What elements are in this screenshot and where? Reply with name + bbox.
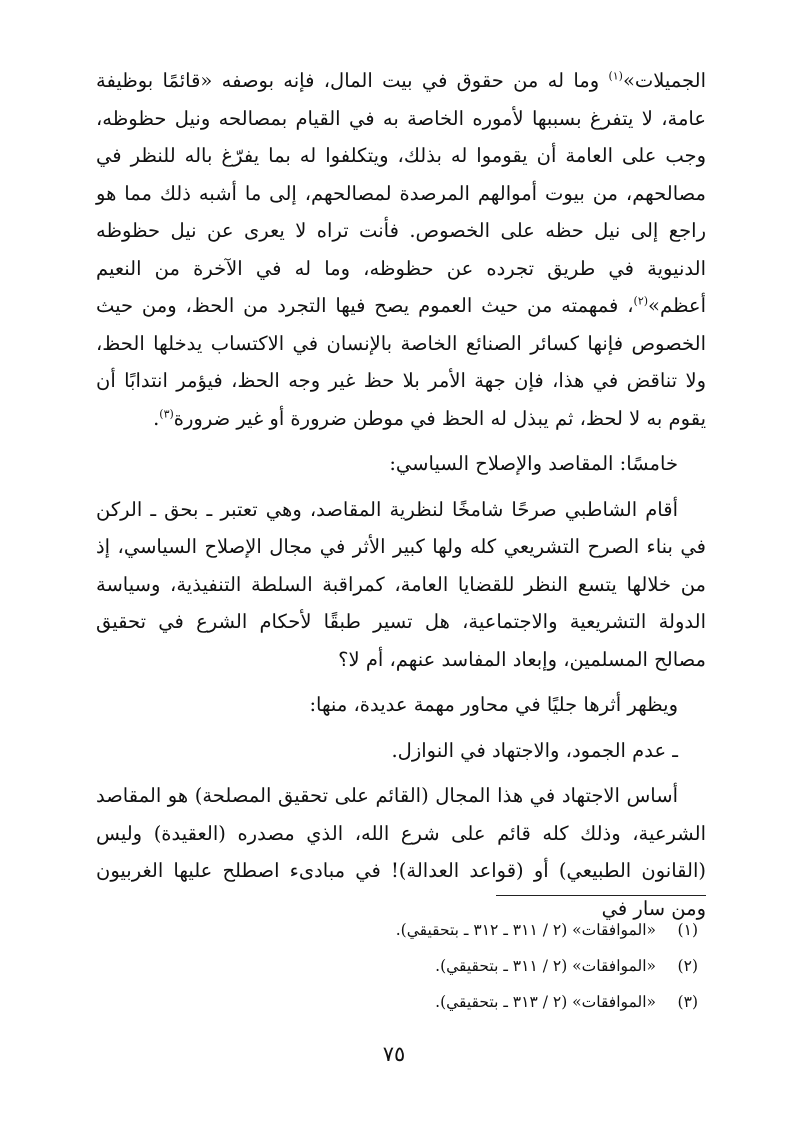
paragraph-1-text-c: ، فمهمته من حيث العموم يصح فيها التجرد من الحظ، ومن حيث الخصوص فإنها كسائر الصنائع الخاصة بالإنسان في الاكتساب يدخلها الحظ، ولا تناقض في هذا، فإن جهة الأمر بلا حظ غير وجه الحظ، فيؤمر انتدابًا أن يقوم به لا لحظ، ثم يبذل له الحظ في موطن ضرورة أو غير ضرورة — [96, 294, 706, 430]
footnote-number: (١) — [677, 921, 698, 939]
paragraph-2: أقام الشاطبي صرحًا شامخًا لنظرية المقاصد، وهي تعتبر ـ بحق ـ الركن في بناء الصرح التشريعي كله ولها كبير الأثر في مجال الإصلاح السياسي، إذ من خلالها يتسع النظر للقضايا العامة، كمراقبة السلطة التنفيذية، وسياسة الدولة التشريعية والاجتماعية، هل تسير طبقًا لأحكام الشرع في تحقيق مصالح المسلمين، وإبعاد المفاسد عنهم، أم لا؟ — [96, 497, 706, 671]
footnote-ref-1[interactable]: (١) — [608, 69, 623, 83]
paragraph-1-text-a: الجميلات» — [622, 69, 706, 92]
page-number: ٧٥ — [382, 1042, 406, 1066]
footnote-ref-2[interactable]: (٢) — [633, 294, 649, 308]
footnote-ref-3[interactable]: (٣) — [159, 407, 174, 420]
footnote-number: (٢) — [677, 957, 698, 975]
footnote-3 — [96, 984, 706, 1020]
footnote-divider — [496, 895, 706, 896]
paragraph-1 — [96, 62, 706, 437]
footnote-text: «الموافقات» (٢ / ٣١١ ـ بتحقيقي). — [435, 957, 656, 975]
paragraph-3: ويظهر أثرها جليًا في محاور مهمة عديدة، منها: — [309, 693, 678, 716]
paragraph-1-text-b: وما له من حقوق في بيت المال، فإنه بوصفه «قائمًا بوظيفة عامة، لا يتفرغ بسببها لأموره الخاصة به في القيام بمصالحه ونيل حظوظه، وجب على العامة أن يقوموا له بذلك، ويتكلفوا له بما يفرّغ باله للنظر في مصالحهم، من بيوت أموالهم المرصدة لمصالحهم، إلى ما أشبه ذلك مما هو راجع إلى نيل حظه على الخصوص. فأنت تراه لا يعرى عن نيل حظوظه الدنيوية في طريق تجرده عن حظوظه، وما له في الآخرة من النعيم أعظم» — [96, 69, 706, 317]
page-body — [96, 62, 706, 927]
footnote-text: «الموافقات» (٢ / ٣١١ ـ ٣١٢ ـ بتحقيقي). — [395, 921, 656, 939]
list-item-bullet: ـ عدم الجمود، والاجتهاد في النوازل. — [391, 738, 678, 762]
paragraph-1-end: . — [153, 406, 160, 430]
footnote-2 — [96, 948, 706, 984]
footnote-number: (٣) — [677, 993, 698, 1011]
footnote-text: «الموافقات» (٢ / ٣١٣ ـ بتحقيقي). — [435, 993, 656, 1011]
footnotes — [96, 912, 706, 1020]
paragraph-5: أساس الاجتهاد في هذا المجال (القائم على تحقيق المصلحة) هو المقاصد الشرعية، وذلك كله قائم على شرع الله، الذي مصدره (العقيدة) وليس (القانون الطبيعي) أو (قواعد العدالة)! في مبادىء اصطلح عليها الغربيون ومن سار في — [96, 784, 706, 920]
section-heading: خامسًا: المقاصد والإصلاح السياسي: — [389, 452, 678, 475]
footnote-1 — [96, 912, 706, 948]
